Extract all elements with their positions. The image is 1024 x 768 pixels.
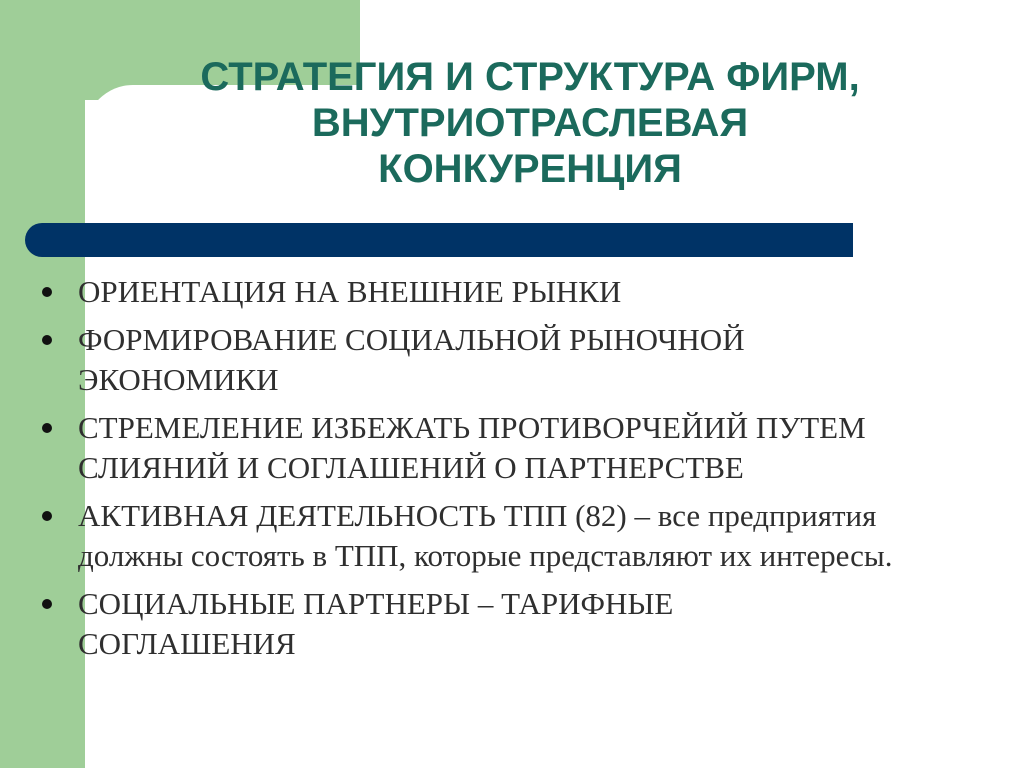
- bullet-dot-icon: [42, 511, 52, 521]
- bullet-dot-icon: [42, 287, 52, 297]
- bullet-dot-icon: [42, 423, 52, 433]
- title-line-1: СТРАТЕГИЯ И СТРУКТУРА ФИРМ,: [200, 55, 860, 99]
- bullet-line: АКТИВНАЯ ДЕЯТЕЛЬНОСТЬ ТПП (82) – все предприятия: [78, 498, 877, 533]
- bullet-dot-icon: [42, 335, 52, 345]
- bullet-list: [42, 272, 1002, 672]
- bullet-dot-icon: [42, 599, 52, 609]
- bullet-line: СОЦИАЛЬНЫЕ ПАРТНЕРЫ – ТАРИФНЫЕ: [78, 586, 674, 621]
- bullet-item: [42, 272, 1002, 312]
- title-line-3: КОНКУРЕНЦИЯ: [378, 147, 682, 191]
- bullet-line: СЛИЯНИЙ И СОГЛАШЕНИЙ О ПАРТНЕРСТВЕ: [78, 450, 744, 485]
- bullet-item: [42, 408, 1002, 488]
- bullet-line: ФОРМИРОВАНИЕ СОЦИАЛЬНОЙ РЫНОЧНОЙ: [78, 322, 745, 357]
- bullet-item: [42, 584, 1002, 664]
- bullet-item: [42, 496, 1002, 576]
- bullet-item: [42, 320, 1002, 400]
- bullet-line: СОГЛАШЕНИЯ: [78, 626, 296, 661]
- bullet-line: ОРИЕНТАЦИЯ НА ВНЕШНИЕ РЫНКИ: [78, 274, 622, 309]
- bullet-line: СТРЕМЕЛЕНИЕ ИЗБЕЖАТЬ ПРОТИВОРЧЕЙИЙ ПУТЕМ: [78, 410, 866, 445]
- title-line-2: ВНУТРИОТРАСЛЕВАЯ: [311, 101, 749, 145]
- title-divider-bar: [25, 223, 853, 257]
- bullet-line: ЭКОНОМИКИ: [78, 362, 279, 397]
- bullet-line: должны состоять в ТПП, которые представляют их интересы.: [78, 538, 893, 573]
- slide-title: [120, 54, 940, 192]
